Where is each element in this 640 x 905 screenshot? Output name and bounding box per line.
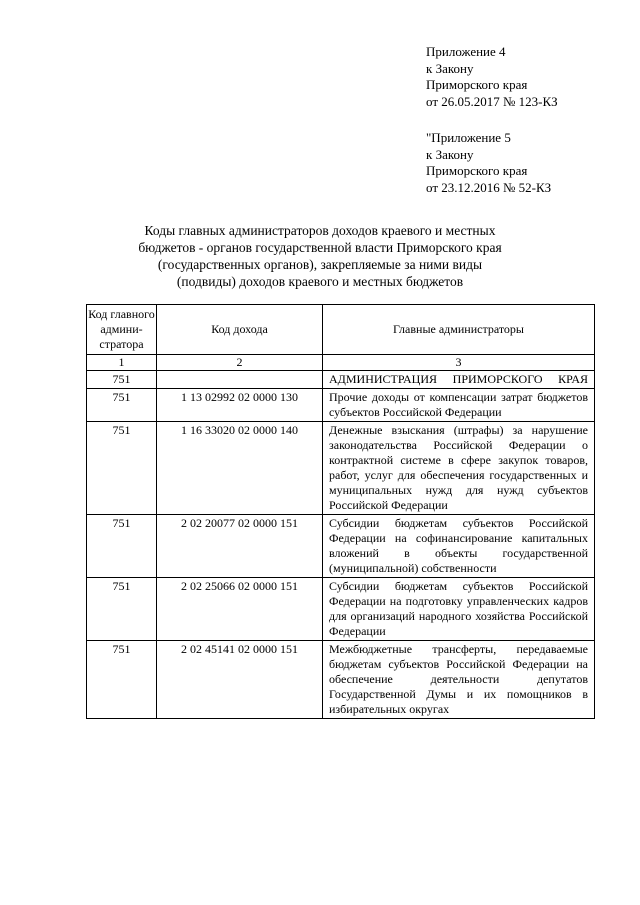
appendix-4-header bbox=[426, 44, 558, 110]
appendix-5-line-4: от 23.12.2016 № 52-КЗ bbox=[426, 179, 552, 195]
appendix-4-line-4: от 26.05.2017 № 123-КЗ bbox=[426, 93, 558, 109]
document-title bbox=[100, 222, 540, 290]
column-number-3: 3 bbox=[323, 355, 595, 371]
appendix-5-line-1: "Приложение 5 bbox=[426, 130, 511, 145]
table-number-row bbox=[87, 355, 595, 371]
header-income-code: Код дохода bbox=[157, 305, 323, 355]
header-admin-code: Код главного админи-стратора bbox=[87, 305, 157, 355]
appendix-4-line-1: Приложение 4 bbox=[426, 44, 506, 59]
appendix-4-line-3: Приморского края bbox=[426, 77, 528, 92]
income-code-cell: 2 02 25066 02 0000 151 bbox=[157, 578, 323, 641]
table-row bbox=[87, 578, 595, 641]
income-code-cell: 1 13 02992 02 0000 130 bbox=[157, 389, 323, 422]
income-code-cell: 2 02 45141 02 0000 151 bbox=[157, 641, 323, 719]
admin-code-cell: 751 bbox=[87, 389, 157, 422]
title-line-3: (государственных органов), закрепляемые за ними виды bbox=[157, 257, 483, 272]
administrator-name-cell: Субсидии бюджетам субъектов Российской Федерации на подготовку управленческих кадров для организаций народного хозяйства Российской Федерации bbox=[323, 578, 595, 641]
appendix-5-line-3: Приморского края bbox=[426, 163, 528, 178]
column-number-1: 1 bbox=[87, 355, 157, 371]
table-row bbox=[87, 641, 595, 719]
table-header-row bbox=[87, 305, 595, 355]
appendix-5-line-2: к Закону bbox=[426, 146, 474, 162]
appendix-4-line-2: к Закону bbox=[426, 60, 474, 76]
title-line-2: бюджетов - органов государственной власти Приморского края bbox=[138, 240, 502, 255]
title-line-4: (подвиды) доходов краевого и местных бюджетов bbox=[176, 274, 464, 289]
column-number-2: 2 bbox=[157, 355, 323, 371]
administrator-name-cell: АДМИНИСТРАЦИЯ ПРИМОРСКОГО КРАЯ bbox=[323, 371, 595, 389]
administrator-name-cell: Денежные взыскания (штрафы) за нарушение законодательства Российской Федерации о контрактной системе в сфере закупок товаров, работ, услуг для обеспечения государственных и муниципальных нужд для нужд субъектов Российской Федерации bbox=[323, 422, 595, 515]
admin-code-cell: 751 bbox=[87, 515, 157, 578]
title-line-1: Коды главных администраторов доходов краевого и местных bbox=[144, 223, 496, 238]
table-row bbox=[87, 389, 595, 422]
administrator-name-cell: Межбюджетные трансферты, передаваемые бюджетам субъектов Российской Федерации на обеспечение деятельности депутатов Государственной Думы и их помощников в избирательных округах bbox=[323, 641, 595, 719]
admin-code-cell: 751 bbox=[87, 371, 157, 389]
administrator-name-cell: Субсидии бюджетам субъектов Российской Федерации на софинансирование капитальных вложений в объекты государственной (муниципальной) собственности bbox=[323, 515, 595, 578]
table-row bbox=[87, 515, 595, 578]
administrators-table bbox=[86, 304, 595, 719]
income-code-cell bbox=[157, 371, 323, 389]
admin-code-cell: 751 bbox=[87, 641, 157, 719]
header-administrators: Главные администраторы bbox=[323, 305, 595, 355]
income-code-cell: 2 02 20077 02 0000 151 bbox=[157, 515, 323, 578]
admin-code-cell: 751 bbox=[87, 578, 157, 641]
table-row bbox=[87, 371, 595, 389]
admin-code-cell: 751 bbox=[87, 422, 157, 515]
income-code-cell: 1 16 33020 02 0000 140 bbox=[157, 422, 323, 515]
appendix-5-header bbox=[426, 130, 551, 196]
table-row bbox=[87, 422, 595, 515]
administrator-name-cell: Прочие доходы от компенсации затрат бюджетов субъектов Российской Федерации bbox=[323, 389, 595, 422]
